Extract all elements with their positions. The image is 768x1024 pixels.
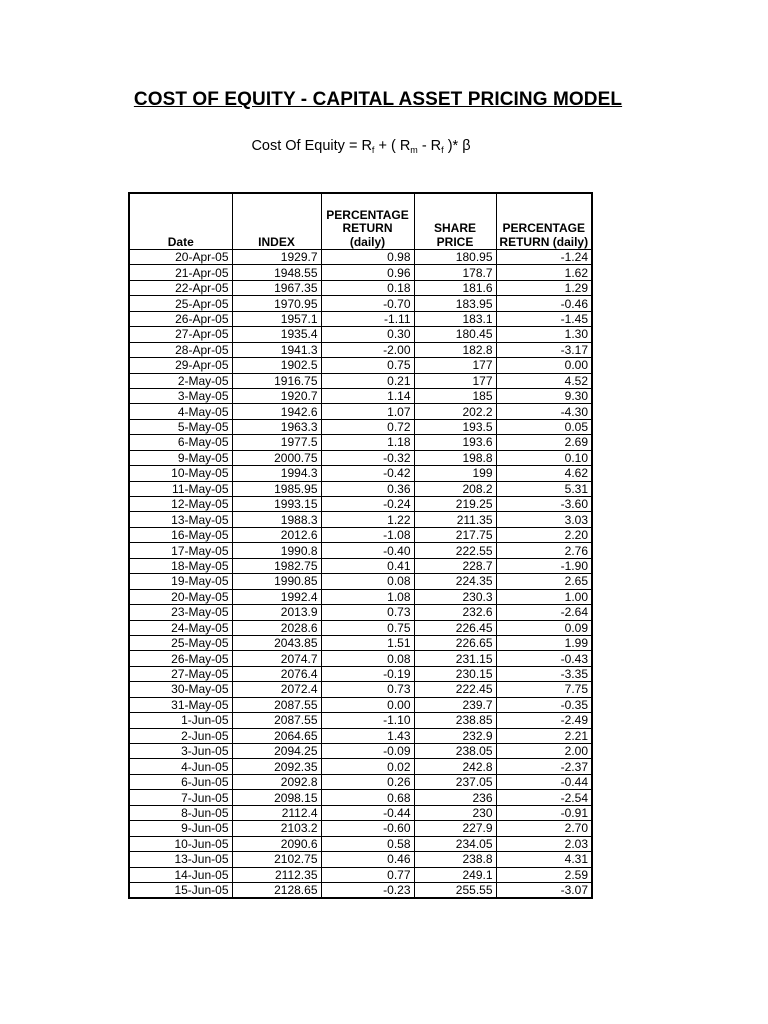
cell-share-return: 2.00 [496,744,592,759]
table-row [129,466,592,481]
cell-share-price: 227.9 [414,821,496,836]
cell-share-price: 230.3 [414,589,496,604]
table-header-row [129,193,592,250]
cell-index-return: 0.00 [321,697,414,712]
cell-index: 2072.4 [232,682,321,697]
cell-date: 12-May-05 [129,497,232,512]
cell-index-return: -1.08 [321,527,414,542]
cell-index-return: 1.07 [321,404,414,419]
cell-index: 2103.2 [232,821,321,836]
cell-date: 30-May-05 [129,682,232,697]
cell-share-price: 219.25 [414,497,496,512]
cell-index: 2064.65 [232,728,321,743]
table-row [129,635,592,650]
cell-index-return: -0.24 [321,497,414,512]
cell-share-return: 1.62 [496,265,592,280]
table-row [129,497,592,512]
cell-index: 1920.7 [232,388,321,403]
cell-date: 13-May-05 [129,512,232,527]
cell-index: 1982.75 [232,558,321,573]
cell-share-return: 2.59 [496,867,592,882]
cell-index: 2090.6 [232,836,321,851]
cell-share-price: 230.15 [414,666,496,681]
cell-index-return: -1.11 [321,311,414,326]
header-share-return: PERCENTAGE RETURN (daily) [496,193,592,250]
cell-share-return: 4.31 [496,852,592,867]
cell-index: 1941.3 [232,342,321,357]
table-row [129,759,592,774]
cell-share-price: 211.35 [414,512,496,527]
cell-index-return: -0.23 [321,882,414,898]
cell-share-return: 1.99 [496,635,592,650]
cell-share-price: 180.95 [414,250,496,265]
cell-share-return: -2.49 [496,713,592,728]
cell-share-return: -3.07 [496,882,592,898]
cell-index: 1988.3 [232,512,321,527]
cell-date: 31-May-05 [129,697,232,712]
table-row [129,651,592,666]
cell-date: 6-May-05 [129,435,232,450]
cell-date: 18-May-05 [129,558,232,573]
cell-share-return: -3.60 [496,497,592,512]
cell-share-price: 236 [414,790,496,805]
table-row [129,419,592,434]
cell-index: 2012.6 [232,527,321,542]
cell-date: 25-Apr-05 [129,296,232,311]
cell-index-return: 1.51 [321,635,414,650]
cell-date: 5-May-05 [129,419,232,434]
cell-index: 1990.85 [232,574,321,589]
table-row [129,774,592,789]
table-row [129,605,592,620]
cell-share-return: 7.75 [496,682,592,697]
cell-share-return: -2.54 [496,790,592,805]
cell-share-price: 230 [414,805,496,820]
cell-index: 1902.5 [232,358,321,373]
cell-share-price: 222.45 [414,682,496,697]
cell-share-price: 228.7 [414,558,496,573]
cell-index-return: 0.08 [321,574,414,589]
cell-index: 2094.25 [232,744,321,759]
cell-date: 21-Apr-05 [129,265,232,280]
cell-date: 9-Jun-05 [129,821,232,836]
cell-share-price: 217.75 [414,527,496,542]
cell-date: 14-Jun-05 [129,867,232,882]
cell-index: 1942.6 [232,404,321,419]
table-row [129,821,592,836]
cell-date: 1-Jun-05 [129,713,232,728]
table-row [129,311,592,326]
cell-share-return: 2.21 [496,728,592,743]
header-date: Date [129,193,232,250]
cell-index: 1970.95 [232,296,321,311]
cell-index-return: 0.73 [321,682,414,697]
cell-date: 3-May-05 [129,388,232,403]
cell-share-return: 0.10 [496,450,592,465]
cell-date: 26-Apr-05 [129,311,232,326]
cell-index-return: 0.73 [321,605,414,620]
cell-share-price: 226.45 [414,620,496,635]
cell-index-return: 0.26 [321,774,414,789]
capm-formula [0,138,722,155]
cell-index-return: 0.21 [321,373,414,388]
cell-date: 10-May-05 [129,466,232,481]
cell-share-price: 185 [414,388,496,403]
cell-date: 22-Apr-05 [129,280,232,295]
table-row [129,481,592,496]
formula-sub-rf: f [441,145,444,155]
cell-share-price: 255.55 [414,882,496,898]
page-title: COST OF EQUITY - CAPITAL ASSET PRICING MODEL [133,89,623,110]
cell-date: 27-May-05 [129,666,232,681]
cell-share-return: 2.20 [496,527,592,542]
cell-date: 15-Jun-05 [129,882,232,898]
cell-date: 27-Apr-05 [129,327,232,342]
cell-index-return: 0.41 [321,558,414,573]
cell-index-return: 0.77 [321,867,414,882]
cell-date: 17-May-05 [129,543,232,558]
cell-share-price: 202.2 [414,404,496,419]
cell-date: 3-Jun-05 [129,744,232,759]
cell-date: 4-Jun-05 [129,759,232,774]
cell-index-return: 1.08 [321,589,414,604]
cell-index-return: -0.44 [321,805,414,820]
cell-share-price: 177 [414,358,496,373]
cell-index: 2092.35 [232,759,321,774]
cell-index-return: 0.75 [321,358,414,373]
cell-index: 1993.15 [232,497,321,512]
cell-date: 24-May-05 [129,620,232,635]
cell-index: 2028.6 [232,620,321,635]
cell-index: 1977.5 [232,435,321,450]
cell-date: 10-Jun-05 [129,836,232,851]
cell-index: 1957.1 [232,311,321,326]
table-row [129,589,592,604]
cell-share-return: 1.30 [496,327,592,342]
cell-date: 11-May-05 [129,481,232,496]
table-row [129,527,592,542]
cell-date: 20-Apr-05 [129,250,232,265]
cell-date: 16-May-05 [129,527,232,542]
cell-share-return: -2.64 [496,605,592,620]
formula-suffix: )* β [443,138,471,154]
cell-share-price: 183.1 [414,311,496,326]
cell-index: 2076.4 [232,666,321,681]
cell-share-price: 232.9 [414,728,496,743]
table-row [129,358,592,373]
table-row [129,852,592,867]
cell-date: 4-May-05 [129,404,232,419]
header-index: INDEX [232,193,321,250]
table-row [129,836,592,851]
cell-share-return: 0.00 [496,358,592,373]
cell-share-return: -2.37 [496,759,592,774]
cell-index-return: -2.00 [321,342,414,357]
cell-share-return: 1.00 [496,589,592,604]
table-row [129,296,592,311]
table-row [129,558,592,573]
cell-date: 26-May-05 [129,651,232,666]
cell-index: 2098.15 [232,790,321,805]
table-row [129,388,592,403]
cell-index-return: -0.42 [321,466,414,481]
cell-index-return: 1.14 [321,388,414,403]
cell-index: 2087.55 [232,713,321,728]
cell-share-return: 4.52 [496,373,592,388]
cell-index: 2092.8 [232,774,321,789]
returns-table [128,192,593,899]
table-row [129,790,592,805]
cell-share-return: -0.91 [496,805,592,820]
cell-index: 2102.75 [232,852,321,867]
cell-index-return: -0.32 [321,450,414,465]
table-row [129,620,592,635]
formula-part: + ( R [374,138,411,154]
cell-share-return: -1.90 [496,558,592,573]
formula-prefix: Cost Of Equity = R [251,138,372,154]
table-row [129,435,592,450]
table-row [129,867,592,882]
cell-share-price: 181.6 [414,280,496,295]
cell-date: 2-May-05 [129,373,232,388]
cell-share-return: -0.43 [496,651,592,666]
table-row [129,342,592,357]
cell-share-price: 238.8 [414,852,496,867]
cell-index-return: -0.40 [321,543,414,558]
cell-index: 2043.85 [232,635,321,650]
cell-share-price: 198.8 [414,450,496,465]
cell-index-return: 1.22 [321,512,414,527]
cell-share-return: 0.05 [496,419,592,434]
table-row [129,250,592,265]
cell-share-return: 2.65 [496,574,592,589]
cell-share-price: 178.7 [414,265,496,280]
cell-share-price: 222.55 [414,543,496,558]
cell-date: 8-Jun-05 [129,805,232,820]
cell-index: 2112.4 [232,805,321,820]
cell-share-price: 182.8 [414,342,496,357]
cell-index-return: 1.43 [321,728,414,743]
cell-index: 1929.7 [232,250,321,265]
cell-index-return: -0.70 [321,296,414,311]
cell-share-return: 2.69 [496,435,592,450]
cell-share-return: 0.09 [496,620,592,635]
table-row [129,697,592,712]
cell-share-return: 9.30 [496,388,592,403]
cell-index-return: 0.36 [321,481,414,496]
cell-index: 2128.65 [232,882,321,898]
cell-share-return: -3.35 [496,666,592,681]
table-row [129,805,592,820]
cell-index-return: 0.08 [321,651,414,666]
cell-share-return: -0.46 [496,296,592,311]
cell-index-return: 0.46 [321,852,414,867]
cell-share-return: 2.03 [496,836,592,851]
cell-share-price: 249.1 [414,867,496,882]
table-row [129,450,592,465]
cell-share-price: 231.15 [414,651,496,666]
cell-share-return: -3.17 [496,342,592,357]
formula-sub-rf: f [371,145,375,155]
table-row [129,574,592,589]
table-row [129,404,592,419]
cell-index: 1916.75 [232,373,321,388]
table-row [129,512,592,527]
table-row [129,728,592,743]
cell-index-return: 0.18 [321,280,414,295]
cell-index: 1990.8 [232,543,321,558]
cell-index-return: -0.19 [321,666,414,681]
cell-share-price: 224.35 [414,574,496,589]
cell-date: 6-Jun-05 [129,774,232,789]
cell-index-return: 0.30 [321,327,414,342]
cell-share-price: 239.7 [414,697,496,712]
cell-share-return: 2.70 [496,821,592,836]
cell-share-price: 193.5 [414,419,496,434]
cell-index-return: -1.10 [321,713,414,728]
cell-index: 2087.55 [232,697,321,712]
cell-share-return: -1.45 [496,311,592,326]
cell-index-return: 0.02 [321,759,414,774]
table-row [129,543,592,558]
cell-index: 1992.4 [232,589,321,604]
cell-share-return: 5.31 [496,481,592,496]
cell-date: 23-May-05 [129,605,232,620]
table-row [129,327,592,342]
table-row [129,882,592,898]
cell-index: 1994.3 [232,466,321,481]
cell-index: 1967.35 [232,280,321,295]
table-row [129,744,592,759]
formula-part: - R [417,138,442,154]
cell-share-price: 183.95 [414,296,496,311]
cell-index-return: 0.96 [321,265,414,280]
cell-share-price: 208.2 [414,481,496,496]
cell-share-return: 2.76 [496,543,592,558]
cell-index: 2013.9 [232,605,321,620]
cell-date: 25-May-05 [129,635,232,650]
cell-date: 20-May-05 [129,589,232,604]
cell-index: 2112.35 [232,867,321,882]
cell-share-price: 226.65 [414,635,496,650]
cell-index: 1985.95 [232,481,321,496]
header-index-return: PERCENTAGE RETURN (daily) [321,193,414,250]
cell-share-price: 180.45 [414,327,496,342]
cell-share-return: 3.03 [496,512,592,527]
cell-share-price: 234.05 [414,836,496,851]
cell-index: 1963.3 [232,419,321,434]
cell-share-return: 4.62 [496,466,592,481]
cell-date: 19-May-05 [129,574,232,589]
cell-share-return: -1.24 [496,250,592,265]
cell-index-return: -0.60 [321,821,414,836]
cell-date: 9-May-05 [129,450,232,465]
cell-date: 2-Jun-05 [129,728,232,743]
cell-index-return: -0.09 [321,744,414,759]
cell-date: 13-Jun-05 [129,852,232,867]
table-row [129,713,592,728]
cell-share-return: 1.29 [496,280,592,295]
table-row [129,265,592,280]
cell-index-return: 0.98 [321,250,414,265]
cell-share-price: 193.6 [414,435,496,450]
cell-date: 29-Apr-05 [129,358,232,373]
table-row [129,666,592,681]
cell-index-return: 0.58 [321,836,414,851]
formula-sub-rm: m [410,145,418,155]
cell-index: 1948.55 [232,265,321,280]
cell-date: 28-Apr-05 [129,342,232,357]
header-share-price: SHARE PRICE [414,193,496,250]
cell-share-return: -0.35 [496,697,592,712]
cell-index: 2074.7 [232,651,321,666]
cell-share-price: 238.85 [414,713,496,728]
cell-share-return: -4.30 [496,404,592,419]
table-row [129,682,592,697]
table-row [129,373,592,388]
cell-index-return: 0.72 [321,419,414,434]
table-row [129,280,592,295]
cell-share-price: 238.05 [414,744,496,759]
cell-share-return: -0.44 [496,774,592,789]
cell-index-return: 0.75 [321,620,414,635]
cell-index-return: 0.68 [321,790,414,805]
cell-index: 2000.75 [232,450,321,465]
cell-index: 1935.4 [232,327,321,342]
cell-share-price: 232.6 [414,605,496,620]
cell-share-price: 177 [414,373,496,388]
cell-share-price: 242.8 [414,759,496,774]
cell-share-price: 237.05 [414,774,496,789]
cell-index-return: 1.18 [321,435,414,450]
cell-share-price: 199 [414,466,496,481]
cell-date: 7-Jun-05 [129,790,232,805]
